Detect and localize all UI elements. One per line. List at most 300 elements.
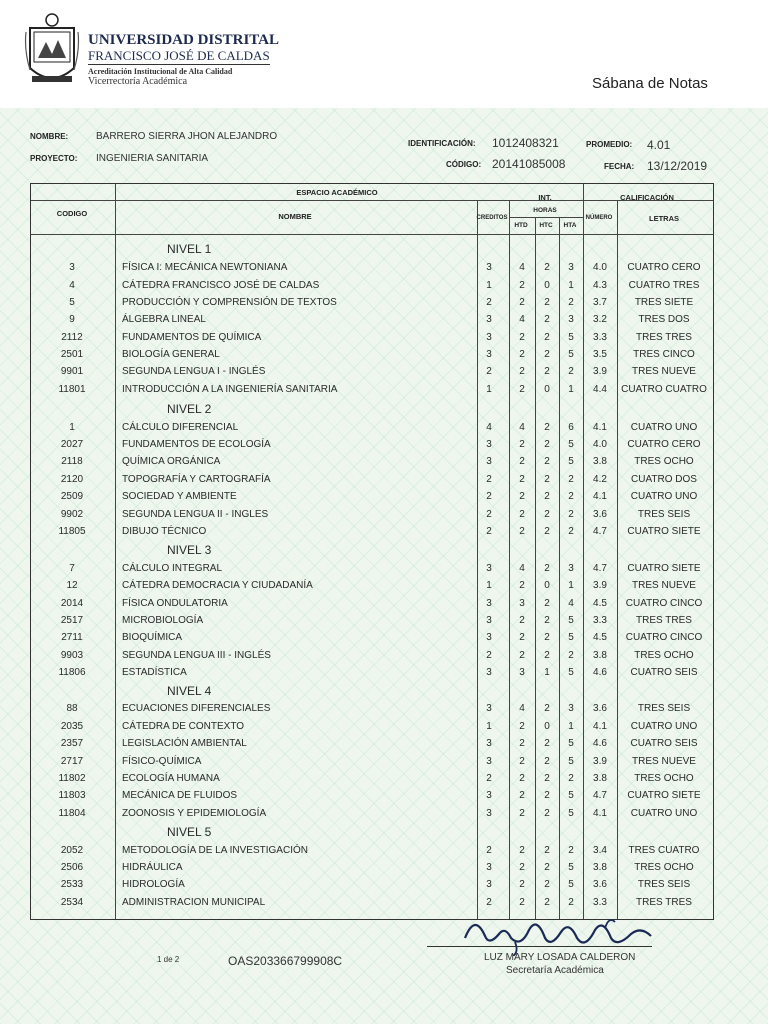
course-code: 2357 — [60, 738, 84, 749]
course-hta: 3 — [568, 563, 574, 574]
course-htc: 0 — [544, 580, 550, 591]
course-grade-number: 3.9 — [593, 366, 607, 377]
course-hta: 5 — [568, 332, 574, 343]
table-row — [30, 845, 712, 862]
course-htd: 2 — [519, 615, 525, 626]
course-name: MICROBIOLOGÍA — [122, 615, 204, 626]
course-grade-letters: TRES OCHO — [634, 650, 694, 661]
table-row — [30, 598, 712, 615]
course-grade-letters: TRES NUEVE — [632, 756, 696, 767]
course-htd: 2 — [519, 509, 525, 520]
table-row — [30, 703, 712, 720]
course-code: 2120 — [60, 474, 84, 485]
course-code: 2027 — [60, 439, 84, 450]
course-code: 9901 — [60, 366, 84, 377]
signer-role: Secretaría Académica — [506, 965, 604, 976]
course-grade-number: 3.8 — [593, 862, 607, 873]
header-htd: HTD — [514, 222, 528, 229]
course-hta: 5 — [568, 808, 574, 819]
table-row — [30, 384, 712, 401]
course-htc: 2 — [544, 738, 550, 749]
course-code: 3 — [69, 262, 75, 273]
course-hta: 6 — [568, 422, 574, 433]
course-name: ÁLGEBRA LINEAL — [122, 314, 206, 325]
course-credits: 2 — [486, 845, 492, 856]
course-htc: 2 — [544, 615, 550, 626]
course-htd: 4 — [519, 563, 525, 574]
course-grade-number: 4.7 — [593, 790, 607, 801]
course-htd: 2 — [519, 632, 525, 643]
course-grade-number: 4.5 — [593, 598, 607, 609]
course-hta: 2 — [568, 474, 574, 485]
course-htc: 2 — [544, 474, 550, 485]
report-date: 13/12/2019 — [647, 159, 708, 173]
course-grade-number: 4.0 — [593, 262, 607, 273]
level-title: NIVEL 5 — [167, 825, 212, 839]
course-name: ECUACIONES DIFERENCIALES — [122, 703, 271, 714]
course-htd: 2 — [519, 297, 525, 308]
course-grade-letters: TRES TRES — [636, 332, 692, 343]
header-calificacion: CALIFICACIÓN — [620, 193, 674, 202]
course-grade-letters: TRES SEIS — [637, 879, 691, 890]
course-code: 11803 — [58, 790, 86, 801]
course-grade-letters: TRES SEIS — [637, 509, 691, 520]
course-grade-letters: CUATRO CINCO — [625, 598, 703, 609]
course-grade-number: 3.8 — [593, 650, 607, 661]
course-htc: 2 — [544, 332, 550, 343]
course-code: 2717 — [60, 756, 84, 767]
course-code: 2534 — [60, 897, 84, 908]
accreditation-text: Acreditación Institucional de Alta Calidad — [88, 67, 233, 76]
course-hta: 1 — [568, 280, 574, 291]
course-grade-number: 3.9 — [593, 580, 607, 591]
student-program: INGENIERIA SANITARIA — [96, 153, 209, 164]
course-grade-letters: TRES TRES — [636, 897, 692, 908]
course-grade-letters: CUATRO UNO — [630, 422, 698, 433]
course-grade-letters: TRES SEIS — [637, 703, 691, 714]
course-grade-number: 3.3 — [593, 615, 607, 626]
course-htc: 2 — [544, 349, 550, 360]
course-credits: 3 — [486, 632, 492, 643]
course-credits: 1 — [486, 721, 492, 732]
course-hta: 3 — [568, 703, 574, 714]
course-code: 9 — [69, 314, 75, 325]
course-grade-number: 3.3 — [593, 332, 607, 343]
table-row — [30, 526, 712, 543]
course-name: SEGUNDA LENGUA II - INGLES — [122, 509, 269, 520]
level-title: NIVEL 2 — [167, 402, 212, 416]
course-credits: 1 — [486, 280, 492, 291]
course-credits: 2 — [486, 897, 492, 908]
course-htd: 2 — [519, 721, 525, 732]
course-htd: 2 — [519, 897, 525, 908]
course-htd: 2 — [519, 879, 525, 890]
course-hta: 2 — [568, 366, 574, 377]
course-grade-number: 3.3 — [593, 897, 607, 908]
course-htc: 2 — [544, 439, 550, 450]
course-hta: 5 — [568, 790, 574, 801]
table-row — [30, 509, 712, 526]
course-grade-letters: TRES TRES — [636, 615, 692, 626]
table-row — [30, 474, 712, 491]
course-grade-letters: CUATRO TRES — [628, 280, 700, 291]
course-hta: 2 — [568, 526, 574, 537]
course-htc: 2 — [544, 845, 550, 856]
course-grade-number: 3.9 — [593, 756, 607, 767]
course-hta: 5 — [568, 349, 574, 360]
promedio-label: PROMEDIO: — [586, 140, 633, 149]
course-credits: 2 — [486, 526, 492, 537]
course-code: 11805 — [58, 526, 86, 537]
university-name-line2: FRANCISCO JOSÉ DE CALDAS — [88, 48, 270, 63]
course-grade-letters: TRES NUEVE — [632, 580, 696, 591]
course-name: ZOONOSIS Y EPIDEMIOLOGÍA — [122, 808, 267, 819]
course-name: FUNDAMENTOS DE ECOLOGÍA — [122, 439, 271, 450]
course-htd: 2 — [519, 650, 525, 661]
course-grade-letters: CUATRO DOS — [631, 474, 697, 485]
course-grade-letters: TRES OCHO — [634, 456, 694, 467]
table-row — [30, 667, 712, 684]
course-code: 2506 — [60, 862, 84, 873]
course-hta: 5 — [568, 879, 574, 890]
course-code: 12 — [66, 580, 78, 591]
course-code: 2052 — [60, 845, 84, 856]
course-htc: 2 — [544, 262, 550, 273]
course-htd: 2 — [519, 773, 525, 784]
course-hta: 1 — [568, 384, 574, 395]
course-htd: 4 — [519, 314, 525, 325]
course-name: SEGUNDA LENGUA I - INGLÉS — [122, 366, 266, 377]
course-name: ADMINISTRACION MUNICIPAL — [122, 897, 266, 908]
course-hta: 5 — [568, 738, 574, 749]
course-hta: 5 — [568, 439, 574, 450]
document-title: Sábana de Notas — [592, 75, 708, 92]
course-grade-letters: TRES OCHO — [634, 773, 694, 784]
course-htc: 0 — [544, 384, 550, 395]
course-grade-letters: CUATRO CINCO — [625, 632, 703, 643]
course-credits: 3 — [486, 349, 492, 360]
level-title: NIVEL 1 — [167, 242, 212, 256]
course-grade-letters: TRES NUEVE — [632, 366, 696, 377]
course-htd: 2 — [519, 280, 525, 291]
course-htc: 2 — [544, 862, 550, 873]
codigo-label: CÓDIGO: — [446, 160, 482, 169]
student-name: BARRERO SIERRA JHON ALEJANDRO — [96, 131, 278, 142]
header-int: INT. — [538, 193, 552, 202]
course-code: 4 — [69, 280, 75, 291]
course-grade-letters: CUATRO CERO — [627, 262, 701, 273]
course-code: 2501 — [60, 349, 84, 360]
header-numero: NÚMERO — [585, 215, 613, 221]
table-row — [30, 491, 712, 508]
course-htd: 4 — [519, 262, 525, 273]
course-name: FÍSICA ONDULATORIA — [122, 598, 228, 609]
course-htd: 2 — [519, 491, 525, 502]
course-grade-letters: TRES CUATRO — [628, 845, 700, 856]
university-name-line1: UNIVERSIDAD DISTRITAL — [88, 32, 280, 48]
course-grade-letters: CUATRO SEIS — [630, 667, 698, 678]
course-name: FÍSICO-QUÍMICA — [122, 756, 202, 767]
course-credits: 3 — [486, 790, 492, 801]
university-crest-icon — [24, 10, 80, 94]
course-hta: 2 — [568, 491, 574, 502]
course-htd: 3 — [519, 598, 525, 609]
table-row — [30, 615, 712, 632]
course-code: 2035 — [60, 721, 84, 732]
course-code: 2711 — [61, 632, 83, 643]
course-htd: 4 — [519, 703, 525, 714]
course-htc: 2 — [544, 366, 550, 377]
course-name: CÁTEDRA FRANCISCO JOSÉ DE CALDAS — [122, 280, 320, 291]
course-htd: 2 — [519, 332, 525, 343]
course-name: BIOQUÍMICA — [122, 632, 183, 643]
verification-code: OAS203366799908C — [228, 954, 343, 968]
course-grade-number: 3.5 — [593, 349, 607, 360]
course-name: PRODUCCIÓN Y COMPRENSIÓN DE TEXTOS — [122, 297, 337, 308]
course-hta: 5 — [568, 862, 574, 873]
table-row — [30, 756, 712, 773]
header-espacio: ESPACIO ACADÉMICO — [296, 188, 378, 197]
course-name: CÁLCULO INTEGRAL — [122, 563, 223, 574]
course-htd: 2 — [519, 790, 525, 801]
course-htd: 2 — [519, 845, 525, 856]
table-row — [30, 262, 712, 279]
course-grade-number: 3.2 — [593, 314, 607, 325]
course-credits: 3 — [486, 862, 492, 873]
course-credits: 2 — [486, 773, 492, 784]
course-hta: 2 — [568, 773, 574, 784]
table-row — [30, 314, 712, 331]
course-grade-number: 4.1 — [593, 491, 607, 502]
course-hta: 5 — [568, 667, 574, 678]
header-codigo: CODIGO — [56, 209, 88, 218]
header-hta: HTA — [563, 222, 577, 229]
course-hta: 5 — [568, 756, 574, 767]
proyecto-label: PROYECTO: — [30, 154, 78, 163]
course-grade-number: 4.2 — [593, 474, 607, 485]
course-grade-number: 4.0 — [593, 439, 607, 450]
table-row — [30, 879, 712, 896]
course-grade-number: 3.8 — [593, 456, 607, 467]
course-grade-number: 4.4 — [593, 384, 607, 395]
course-name: INTRODUCCIÓN A LA INGENIERÍA SANITARIA — [122, 384, 338, 395]
course-grade-number: 3.8 — [593, 773, 607, 784]
course-name: QUÍMICA ORGÁNICA — [122, 456, 221, 467]
table-row — [30, 280, 712, 297]
course-credits: 3 — [486, 456, 492, 467]
course-grade-number: 3.6 — [593, 879, 607, 890]
course-code: 2118 — [61, 456, 83, 467]
course-credits: 4 — [486, 422, 492, 433]
course-htd: 2 — [519, 808, 525, 819]
course-credits: 3 — [486, 808, 492, 819]
course-name: ESTADÍSTICA — [122, 667, 187, 678]
course-hta: 1 — [568, 580, 574, 591]
course-htc: 2 — [544, 491, 550, 502]
course-grade-letters: TRES DOS — [638, 314, 690, 325]
course-htd: 2 — [519, 384, 525, 395]
course-hta: 2 — [568, 650, 574, 661]
course-htc: 2 — [544, 808, 550, 819]
course-hta: 2 — [568, 297, 574, 308]
course-grade-number: 3.4 — [593, 845, 607, 856]
table-row — [30, 721, 712, 738]
course-htc: 0 — [544, 280, 550, 291]
course-grade-letters: CUATRO UNO — [630, 491, 698, 502]
course-credits: 3 — [486, 314, 492, 325]
course-credits: 2 — [486, 650, 492, 661]
course-htd: 2 — [519, 456, 525, 467]
course-name: FUNDAMENTOS DE QUÍMICA — [122, 332, 262, 343]
table-row — [30, 790, 712, 807]
course-grade-number: 4.3 — [593, 280, 607, 291]
course-credits: 3 — [486, 598, 492, 609]
course-htd: 2 — [519, 526, 525, 537]
course-grade-number: 4.7 — [593, 563, 607, 574]
course-credits: 3 — [486, 756, 492, 767]
table-row — [30, 632, 712, 649]
course-name: HIDRÁULICA — [122, 862, 183, 873]
course-htc: 2 — [544, 526, 550, 537]
course-grade-number: 4.1 — [593, 422, 607, 433]
course-htc: 2 — [544, 773, 550, 784]
course-htd: 2 — [519, 349, 525, 360]
course-hta: 3 — [568, 262, 574, 273]
course-code: 11806 — [58, 667, 86, 678]
course-credits: 2 — [486, 366, 492, 377]
course-code: 9903 — [60, 650, 84, 661]
course-name: METODOLOGÍA DE LA INVESTIGACIÓN — [122, 845, 308, 856]
course-code: 88 — [66, 703, 78, 714]
course-code: 9902 — [60, 509, 84, 520]
student-id: 1012408321 — [492, 136, 559, 150]
table-row — [30, 422, 712, 439]
course-htd: 2 — [519, 439, 525, 450]
course-htc: 2 — [544, 456, 550, 467]
header-creditos: CREDITOS — [476, 215, 508, 221]
course-credits: 3 — [486, 738, 492, 749]
course-credits: 2 — [486, 491, 492, 502]
course-htc: 2 — [544, 756, 550, 767]
course-htd: 2 — [519, 862, 525, 873]
course-hta: 2 — [568, 897, 574, 908]
course-htc: 2 — [544, 897, 550, 908]
course-code: 2533 — [60, 879, 84, 890]
course-grade-letters: TRES OCHO — [634, 862, 694, 873]
course-credits: 3 — [486, 262, 492, 273]
course-name: CÁTEDRA DE CONTEXTO — [122, 721, 245, 732]
course-name: MECÁNICA DE FLUIDOS — [122, 790, 238, 801]
course-htc: 2 — [544, 422, 550, 433]
header-htc: HTC — [539, 222, 553, 229]
nombre-label: NOMBRE: — [30, 132, 69, 141]
course-grade-number: 4.7 — [593, 526, 607, 537]
course-htc: 2 — [544, 703, 550, 714]
course-htc: 2 — [544, 563, 550, 574]
course-name: CÁTEDRA DEMOCRACIA Y CIUDADANÍA — [122, 580, 313, 591]
course-credits: 1 — [486, 384, 492, 395]
course-credits: 3 — [486, 332, 492, 343]
course-credits: 3 — [486, 667, 492, 678]
course-grade-number: 4.1 — [593, 721, 607, 732]
course-credits: 1 — [486, 580, 492, 591]
course-name: CÁLCULO DIFERENCIAL — [122, 422, 239, 433]
office-text: Vicerrectoría Académica — [88, 76, 188, 87]
identificacion-label: IDENTIFICACIÓN: — [408, 139, 476, 148]
course-code: 2112 — [61, 332, 83, 343]
course-code: 1 — [69, 422, 75, 433]
table-row — [30, 738, 712, 755]
student-average: 4.01 — [647, 138, 671, 152]
course-grade-letters: CUATRO CUATRO — [621, 384, 707, 395]
course-name: HIDROLOGÍA — [122, 879, 185, 890]
table-row — [30, 808, 712, 825]
course-htd: 2 — [519, 580, 525, 591]
course-hta: 5 — [568, 615, 574, 626]
course-credits: 3 — [486, 703, 492, 714]
course-name: SOCIEDAD Y AMBIENTE — [122, 491, 237, 502]
course-grade-letters: TRES CINCO — [633, 349, 695, 360]
course-hta: 5 — [568, 456, 574, 467]
table-row — [30, 862, 712, 879]
course-htd: 4 — [519, 422, 525, 433]
course-credits: 3 — [486, 439, 492, 450]
course-grade-letters: CUATRO CERO — [627, 439, 701, 450]
course-name: ECOLOGÍA HUMANA — [122, 773, 220, 784]
student-code: 20141085008 — [492, 157, 566, 171]
course-htd: 2 — [519, 756, 525, 767]
course-credits: 2 — [486, 509, 492, 520]
level-title: NIVEL 4 — [167, 684, 212, 698]
course-code: 5 — [69, 297, 75, 308]
table-row — [30, 332, 712, 349]
fecha-label: FECHA: — [604, 162, 635, 171]
course-credits: 2 — [486, 297, 492, 308]
course-credits: 3 — [486, 563, 492, 574]
course-code: 2517 — [60, 615, 84, 626]
header-horas: HORAS — [533, 207, 557, 214]
course-htc: 2 — [544, 879, 550, 890]
course-code: 11804 — [58, 808, 86, 819]
course-name: FÍSICA I: MECÁNICA NEWTONIANA — [122, 262, 288, 273]
table-row — [30, 456, 712, 473]
table-row — [30, 439, 712, 456]
course-htc: 2 — [544, 598, 550, 609]
course-grade-letters: CUATRO SIETE — [627, 790, 701, 801]
course-grade-number: 3.6 — [593, 509, 607, 520]
course-htd: 3 — [519, 667, 525, 678]
course-code: 2509 — [60, 491, 84, 502]
course-htc: 2 — [544, 297, 550, 308]
course-grade-letters: CUATRO SEIS — [630, 738, 698, 749]
course-name: TOPOGRAFÍA Y CARTOGRAFÍA — [122, 474, 271, 485]
course-hta: 2 — [568, 845, 574, 856]
header-nombre: NOMBRE — [278, 212, 312, 221]
page-number: 1 de 2 — [157, 955, 180, 964]
course-name: SEGUNDA LENGUA III - INGLÉS — [122, 650, 271, 661]
table-row — [30, 650, 712, 667]
course-htc: 2 — [544, 509, 550, 520]
course-grade-letters: CUATRO SIETE — [627, 563, 701, 574]
signature-icon — [455, 908, 665, 956]
course-credits: 3 — [486, 615, 492, 626]
course-code: 11801 — [58, 384, 86, 395]
course-hta: 3 — [568, 314, 574, 325]
level-title: NIVEL 3 — [167, 543, 212, 557]
course-grade-letters: TRES SIETE — [634, 297, 694, 308]
signature-line — [427, 946, 652, 947]
course-grade-number: 4.5 — [593, 632, 607, 643]
